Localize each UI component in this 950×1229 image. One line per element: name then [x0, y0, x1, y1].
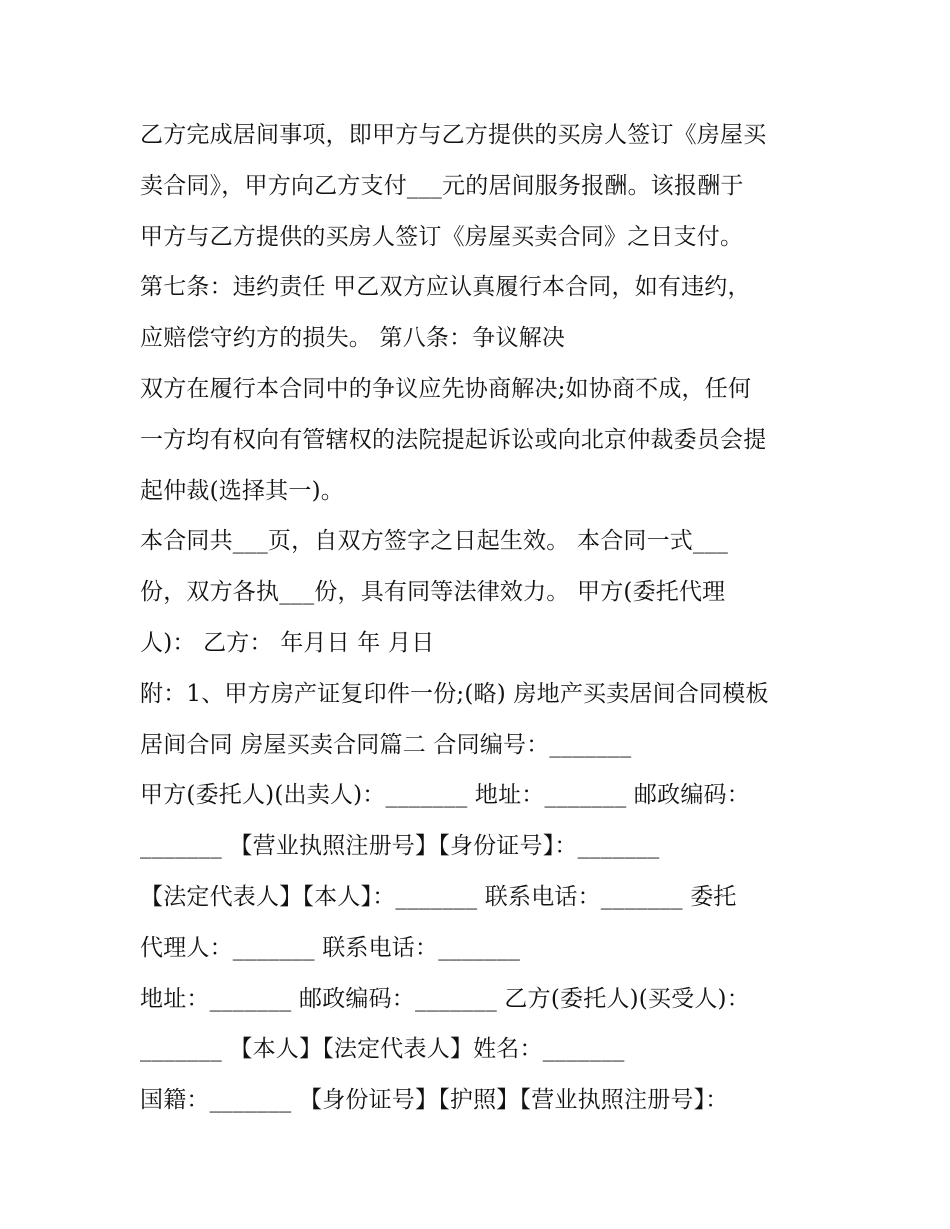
text-line: 本合同共___页，自双方签字之日起生效。 本合同一式___: [140, 528, 729, 555]
text-line: 人)： 乙方： 年月日 年 月日: [140, 629, 435, 656]
text-line: 附：1、甲方房产证复印件一份;(略) 房地产买卖居间合同模板: [140, 680, 769, 707]
text-line: 代理人：_______ 联系电话：_______: [140, 934, 521, 961]
text-line: 【法定代表人】【本人】：_______ 联系电话：_______ 委托: [140, 883, 737, 910]
text-line: 卖合同》，甲方向乙方支付___元的居间服务报酬。该报酬于: [140, 172, 744, 199]
text-line: _______ 【本人】【法定代表人】姓名：_______: [140, 1036, 625, 1063]
text-line: 双方在履行本合同中的争议应先协商解决;如协商不成，任何: [140, 375, 752, 402]
text-line: 甲方与乙方提供的买房人签订《房屋买卖合同》之日支付。: [140, 223, 744, 250]
text-line: _______ 【营业执照注册号】【身份证号】：_______: [140, 833, 660, 860]
text-line: 国籍：_______ 【身份证号】【护照】【营业执照注册号】：: [140, 1087, 729, 1114]
text-line: 份，双方各执___份，具有同等法律效力。 甲方(委托代理: [140, 579, 726, 606]
text-line: 应赔偿守约方的损失。 第八条：争议解决: [140, 325, 566, 352]
text-line: 地址：_______ 邮政编码：_______ 乙方(委托人)(买受人)：: [140, 985, 750, 1012]
text-line: 第七条：违约责任 甲乙双方应认真履行本合同，如有违约，: [140, 274, 751, 301]
contract-text: [140, 110, 820, 1126]
text-line: 乙方完成居间事项，即甲方与乙方提供的买房人签订《房屋买: [140, 122, 767, 148]
text-line: 甲方(委托人)(出卖人)：_______ 地址：_______ 邮政编码：: [140, 782, 750, 809]
text-line: 起仲裁(选择其一)。: [140, 477, 344, 504]
text-line: 一方均有权向有管辖权的法院提起诉讼或向北京仲裁委员会提: [140, 426, 767, 453]
text-line: 居间合同 房屋买卖合同篇二 合同编号：_______: [140, 731, 632, 758]
